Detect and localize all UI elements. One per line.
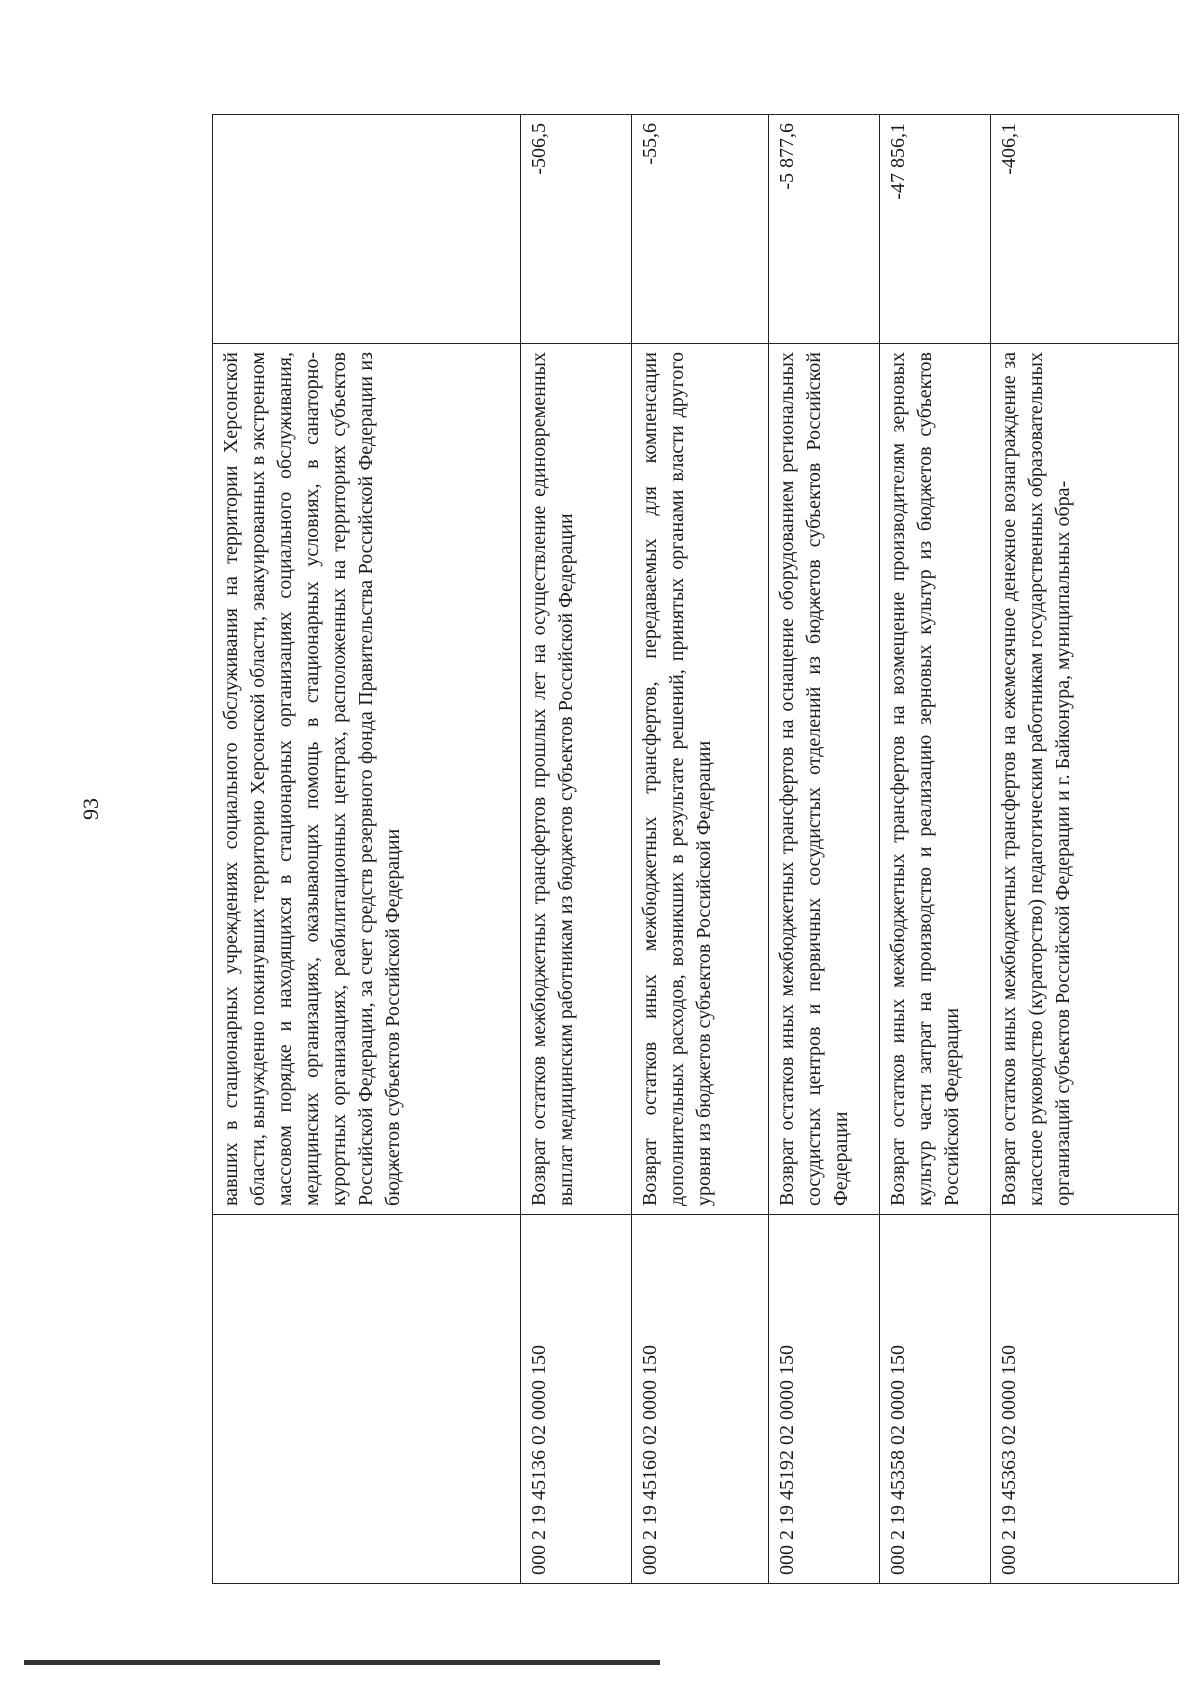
description-cell: [991, 344, 1179, 1215]
description-text: Возврат остатков иных межбюджетных трансфертов на возмещение производителям зерновых культур части затрат на производство и реализацию зерновых культур из бюджетов субъектов Российской Федерации: [887, 352, 963, 1206]
budget-table: [212, 114, 1179, 1584]
value-cell: -406,1: [991, 115, 1179, 344]
table-row: [991, 115, 1179, 1584]
code-cell: 000 2 19 45160 02 0000 150: [632, 1215, 769, 1584]
description-cell: [769, 344, 880, 1215]
table-row: [769, 115, 880, 1584]
code-cell: 000 2 19 45192 02 0000 150: [769, 1215, 880, 1584]
table-row: [632, 115, 769, 1584]
value-cell: [213, 115, 521, 344]
description-cell: [632, 344, 769, 1215]
description-cell: [880, 344, 991, 1215]
code-cell: 000 2 19 45136 02 0000 150: [521, 1215, 632, 1584]
description-text: Возврат остатков иных межбюджетных трансфертов, передаваемых для компенсации дополнительных расходов, возникших в результате решений, принятых органами власти другого уровня из бюджетов субъектов Российской Федерации: [639, 352, 715, 1206]
value-cell: -47 856,1: [880, 115, 991, 344]
value-cell: -55,6: [632, 115, 769, 344]
description-cell: [213, 344, 521, 1215]
description-text: Возврат остатков межбюджетных трансфертов прошлых лет на осуществление единовременных выплат медицинским работникам из бюджетов субъектов Российской Федерации: [528, 352, 577, 1206]
value-cell: -506,5: [521, 115, 632, 344]
description-text: вавших в стационарных учреждениях социального обслуживания на территории Херсонской области, вынужденно покинувших территорию Херсонской области, эвакуированных в экстренном массовом порядке и находящихся в стационарных организациях социального обслуживания, медицинских организациях, оказывающих помощь в стационарных условиях, в санаторно-курортных организациях, реабилитационных центрах, расположенных на территориях субъектов Российской Федерации, за счет средств резервного фонда Правительства Российской Федерации из бюджетов субъектов Российской Федерации: [220, 352, 404, 1206]
description-cell: [521, 344, 632, 1215]
description-text: Возврат остатков иных межбюджетных трансфертов на оснащение оборудованием региональных сосудистых центров и первичных сосудистых отделений из бюджетов субъектов Российской Федерации: [776, 352, 852, 1206]
table-row: [521, 115, 632, 1584]
bottom-rule: [24, 1660, 660, 1665]
code-cell: 000 2 19 45358 02 0000 150: [880, 1215, 991, 1584]
rotated-table-container: [212, 114, 1118, 1584]
value-cell: -5 877,6: [769, 115, 880, 344]
description-text: Возврат остатков иных межбюджетных трансфертов на ежемесячное денежное вознаграждение за классное руководство (кураторство) педагогическим работникам государственных образовательных организаций субъектов Российской Федерации и г. Байконура, муниципальных обра-: [998, 352, 1074, 1206]
table-row: [213, 115, 521, 1584]
page-number: 93: [78, 798, 103, 820]
table-row: [880, 115, 991, 1584]
code-cell: [213, 1215, 521, 1584]
code-cell: 000 2 19 45363 02 0000 150: [991, 1215, 1179, 1584]
